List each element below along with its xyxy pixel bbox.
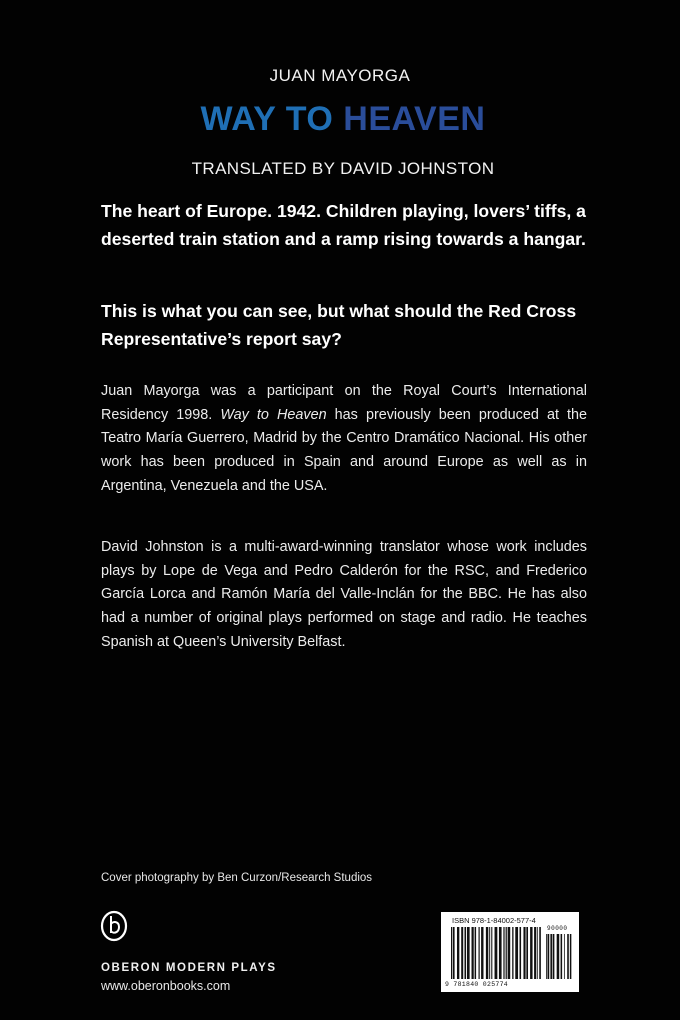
isbn-label: ISBN 978-1-84002-577-4 xyxy=(452,916,536,925)
book-title xyxy=(0,100,680,139)
author-bio-title: Way to Heaven xyxy=(220,406,327,423)
publisher-imprint: OBERON MODERN PLAYS xyxy=(101,962,277,974)
book-title-part2: HEAVEN xyxy=(343,100,486,138)
author-name: JUAN MAYORGA xyxy=(269,66,411,85)
blurb-paragraph-2: This is what you can see, but what should the Red Cross Representative’s report say? xyxy=(101,301,577,349)
author-bio-text-1: Juan Mayorga was a participant on the Royal Court’s International Residency 1998. xyxy=(101,383,587,423)
translator-credit: TRANSLATED BY DAVID JOHNSTON xyxy=(191,159,495,178)
author-bio xyxy=(101,380,587,499)
publisher-website[interactable]: www.oberonbooks.com xyxy=(101,979,231,993)
barcode-addon-bars xyxy=(546,934,572,979)
barcode xyxy=(441,912,579,992)
book-title-part1: WAY TO xyxy=(200,100,334,138)
author-bio-text-2: has previously been produced at the Teatro María Guerrero, Madrid by the Centro Dramático Nacional. His other work has been produced in Spain and around Europe as well as in Argentina, Venezuela and the USA. xyxy=(101,406,588,494)
barcode-bars xyxy=(451,927,541,979)
barcode-digits: 9 781840 025774 xyxy=(445,981,509,988)
blurb-paragraph-1: The heart of Europe. 1942. Children playing, lovers’ tiffs, a deserted train station and a ramp rising towards a hangar. xyxy=(101,201,586,249)
translator-bio: David Johnston is a multi-award-winning translator whose work includes plays by Lope de Vega and Pedro Calderón for the RSC, and Frederico García Lorca and Ramón María del Valle-Inclán for the BBC. He has also had a number of original plays performed on stage and radio. He teaches Spanish at Queen’s University Belfast. xyxy=(101,539,587,650)
photography-credit: Cover photography by Ben Curzon/Research Studios xyxy=(101,872,373,884)
barcode-addon-digits: 90000 xyxy=(547,925,568,932)
oberon-logo-icon xyxy=(100,908,128,942)
